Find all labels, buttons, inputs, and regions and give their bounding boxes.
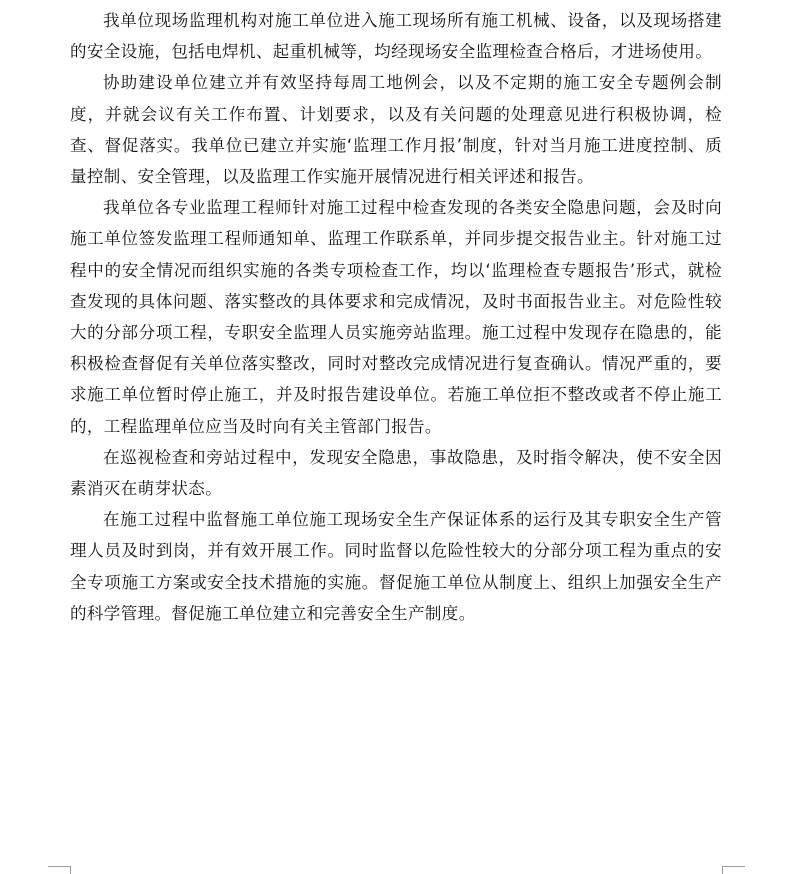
paragraph-hazard-reporting: 我单位各专业监理工程师针对施工过程中检查发现的各类安全隐患问题，会及时向施工单位签发监理工程师通知单、监理工作联系单，并同步提交报告业主。针对施工过程中的安全情况而组织实施的各类专项检查工作，均以‘监理检查专题报告’形式，就检查发现的具体问题、落实整改的具体要求和完成情况，及时书面报告业主。对危险性较大的分部分项工程，专职安全监理人员实施旁站监理。施工过程中发现存在隐患的，能积极检查督促有关单位落实整改，同时对整改完成情况进行复查确认。情况严重的，要求施工单位暂时停止施工，并及时报告建设单位。若施工单位拒不整改或者不停止施工的，工程监理单位应当及时向有关主管部门报告。 — [70, 198, 722, 436]
paragraph-safety-supervision: 在施工过程中监督施工单位施工现场安全生产保证体系的运行及其专职安全生产管理人员及时到岗，并有效开展工作。同时监督以危险性较大的分部分项工程为重点的安全专项施工方案或安全技术措施的实施。督促施工单位从制度上、组织上加强安全生产的科学管理。督促施工单位建立和完善安全生产制度。 — [70, 510, 722, 623]
document-body — [70, 0, 722, 629]
paragraph-equipment-inspection: 我单位现场监理机构对施工单位进入施工现场所有施工机械、设备，以及现场搭建的安全设施，包括电焊机、起重机械等，均经现场安全监理检查合格后，才进场使用。 — [70, 11, 722, 62]
page-corner-mark-left — [48, 866, 71, 874]
page-corner-mark-right — [722, 866, 745, 874]
paragraph-patrol-inspection: 在巡视检查和旁站过程中，发现安全隐患，事故隐患，及时指令解决，使不安全因素消灭在萌芽状态。 — [70, 447, 722, 499]
paragraph-site-meetings: 协助建设单位建立并有效坚持每周工地例会，以及不定期的施工安全专题例会制度，并就会议有关工作布置、计划要求，以及有关问题的处理意见进行积极协调，检查、督促落实。我单位已建立并实施‘监理工作月报’制度，针对当月施工进度控制、质量控制、安全管理，以及监理工作实施开展情况进行相关评述和报告。 — [70, 73, 722, 187]
